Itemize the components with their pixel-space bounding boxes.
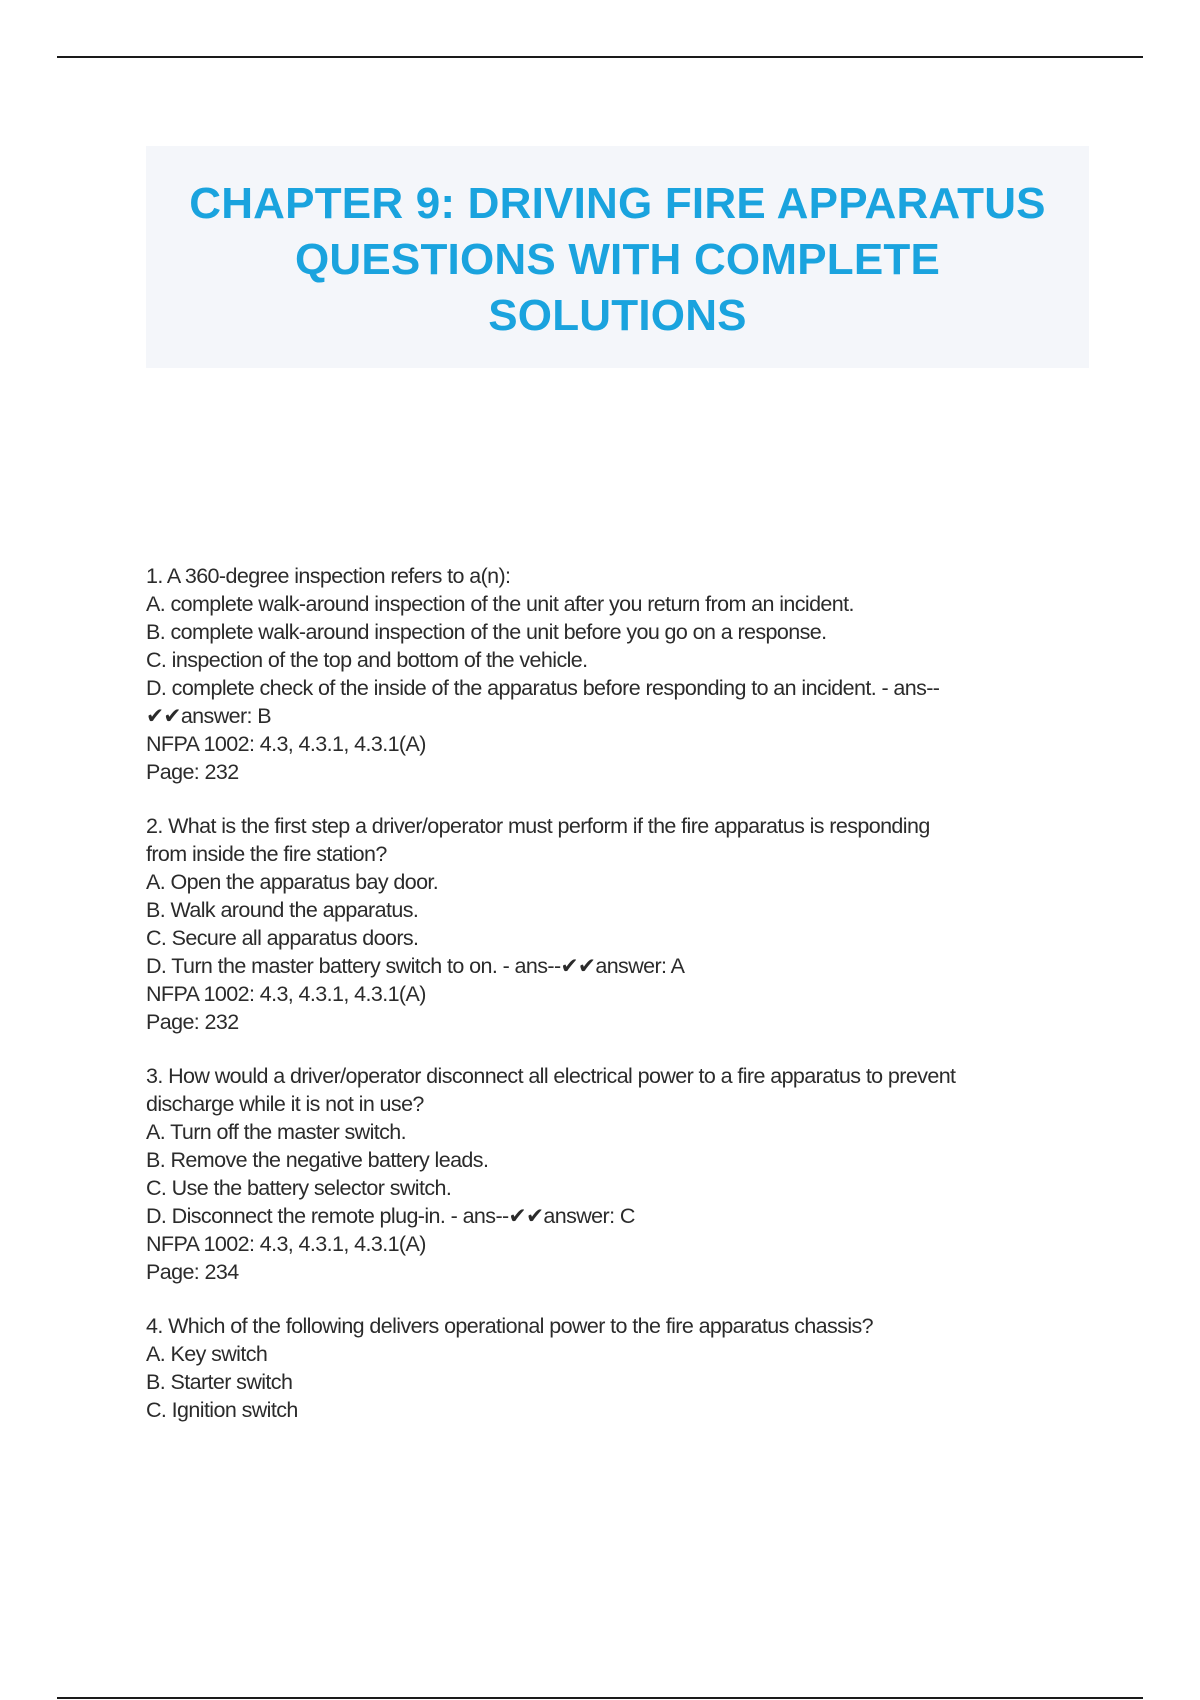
option-c: C. Use the battery selector switch. bbox=[146, 1176, 452, 1200]
option-d-answer: D. Turn the master battery switch to on. - ans--✔✔answer: A bbox=[146, 954, 685, 978]
question-1 bbox=[146, 562, 1086, 786]
option-c: C. inspection of the top and bottom of the vehicle. bbox=[146, 648, 588, 672]
title-banner bbox=[146, 146, 1089, 368]
question-text: 3. How would a driver/operator disconnect all electrical power to a fire apparatus to prevent bbox=[146, 1064, 956, 1088]
page-reference: Page: 234 bbox=[146, 1260, 239, 1284]
question-text: 1. A 360-degree inspection refers to a(n): bbox=[146, 564, 511, 588]
question-text: 2. What is the first step a driver/operator must perform if the fire apparatus is responding bbox=[146, 814, 930, 838]
page-reference: Page: 232 bbox=[146, 760, 239, 784]
option-c: C. Ignition switch bbox=[146, 1398, 298, 1422]
option-a: A. Turn off the master switch. bbox=[146, 1120, 407, 1144]
nfpa-reference: NFPA 1002: 4.3, 4.3.1, 4.3.1(A) bbox=[146, 1232, 426, 1256]
question-list bbox=[146, 562, 1086, 1450]
bottom-rule bbox=[57, 1697, 1143, 1699]
question-4 bbox=[146, 1312, 1086, 1424]
question-text-continued: from inside the fire station? bbox=[146, 842, 387, 866]
answer: ✔✔answer: B bbox=[146, 704, 272, 728]
option-a: A. Key switch bbox=[146, 1342, 268, 1366]
question-2 bbox=[146, 812, 1086, 1036]
option-d: D. complete check of the inside of the apparatus before responding to an incident. - ans-- bbox=[146, 676, 940, 700]
question-text-continued: discharge while it is not in use? bbox=[146, 1092, 424, 1116]
page-reference: Page: 232 bbox=[146, 1010, 239, 1034]
nfpa-reference: NFPA 1002: 4.3, 4.3.1, 4.3.1(A) bbox=[146, 982, 426, 1006]
nfpa-reference: NFPA 1002: 4.3, 4.3.1, 4.3.1(A) bbox=[146, 732, 426, 756]
question-3 bbox=[146, 1062, 1086, 1286]
option-a: A. complete walk-around inspection of the unit after you return from an incident. bbox=[146, 592, 854, 616]
option-b: B. complete walk-around inspection of the unit before you go on a response. bbox=[146, 620, 827, 644]
option-b: B. Walk around the apparatus. bbox=[146, 898, 419, 922]
question-text: 4. Which of the following delivers operational power to the fire apparatus chassis? bbox=[146, 1314, 874, 1338]
option-d-answer: D. Disconnect the remote plug-in. - ans--✔✔answer: C bbox=[146, 1204, 635, 1228]
title-line: QUESTIONS WITH COMPLETE bbox=[294, 235, 941, 284]
top-rule bbox=[57, 56, 1143, 58]
title-line: SOLUTIONS bbox=[488, 291, 747, 340]
option-c: C. Secure all apparatus doors. bbox=[146, 926, 419, 950]
option-b: B. Starter switch bbox=[146, 1370, 293, 1394]
document-title bbox=[189, 170, 1046, 344]
title-line: CHAPTER 9: DRIVING FIRE APPARATUS bbox=[189, 179, 1046, 228]
option-a: A. Open the apparatus bay door. bbox=[146, 870, 439, 894]
option-b: B. Remove the negative battery leads. bbox=[146, 1148, 489, 1172]
